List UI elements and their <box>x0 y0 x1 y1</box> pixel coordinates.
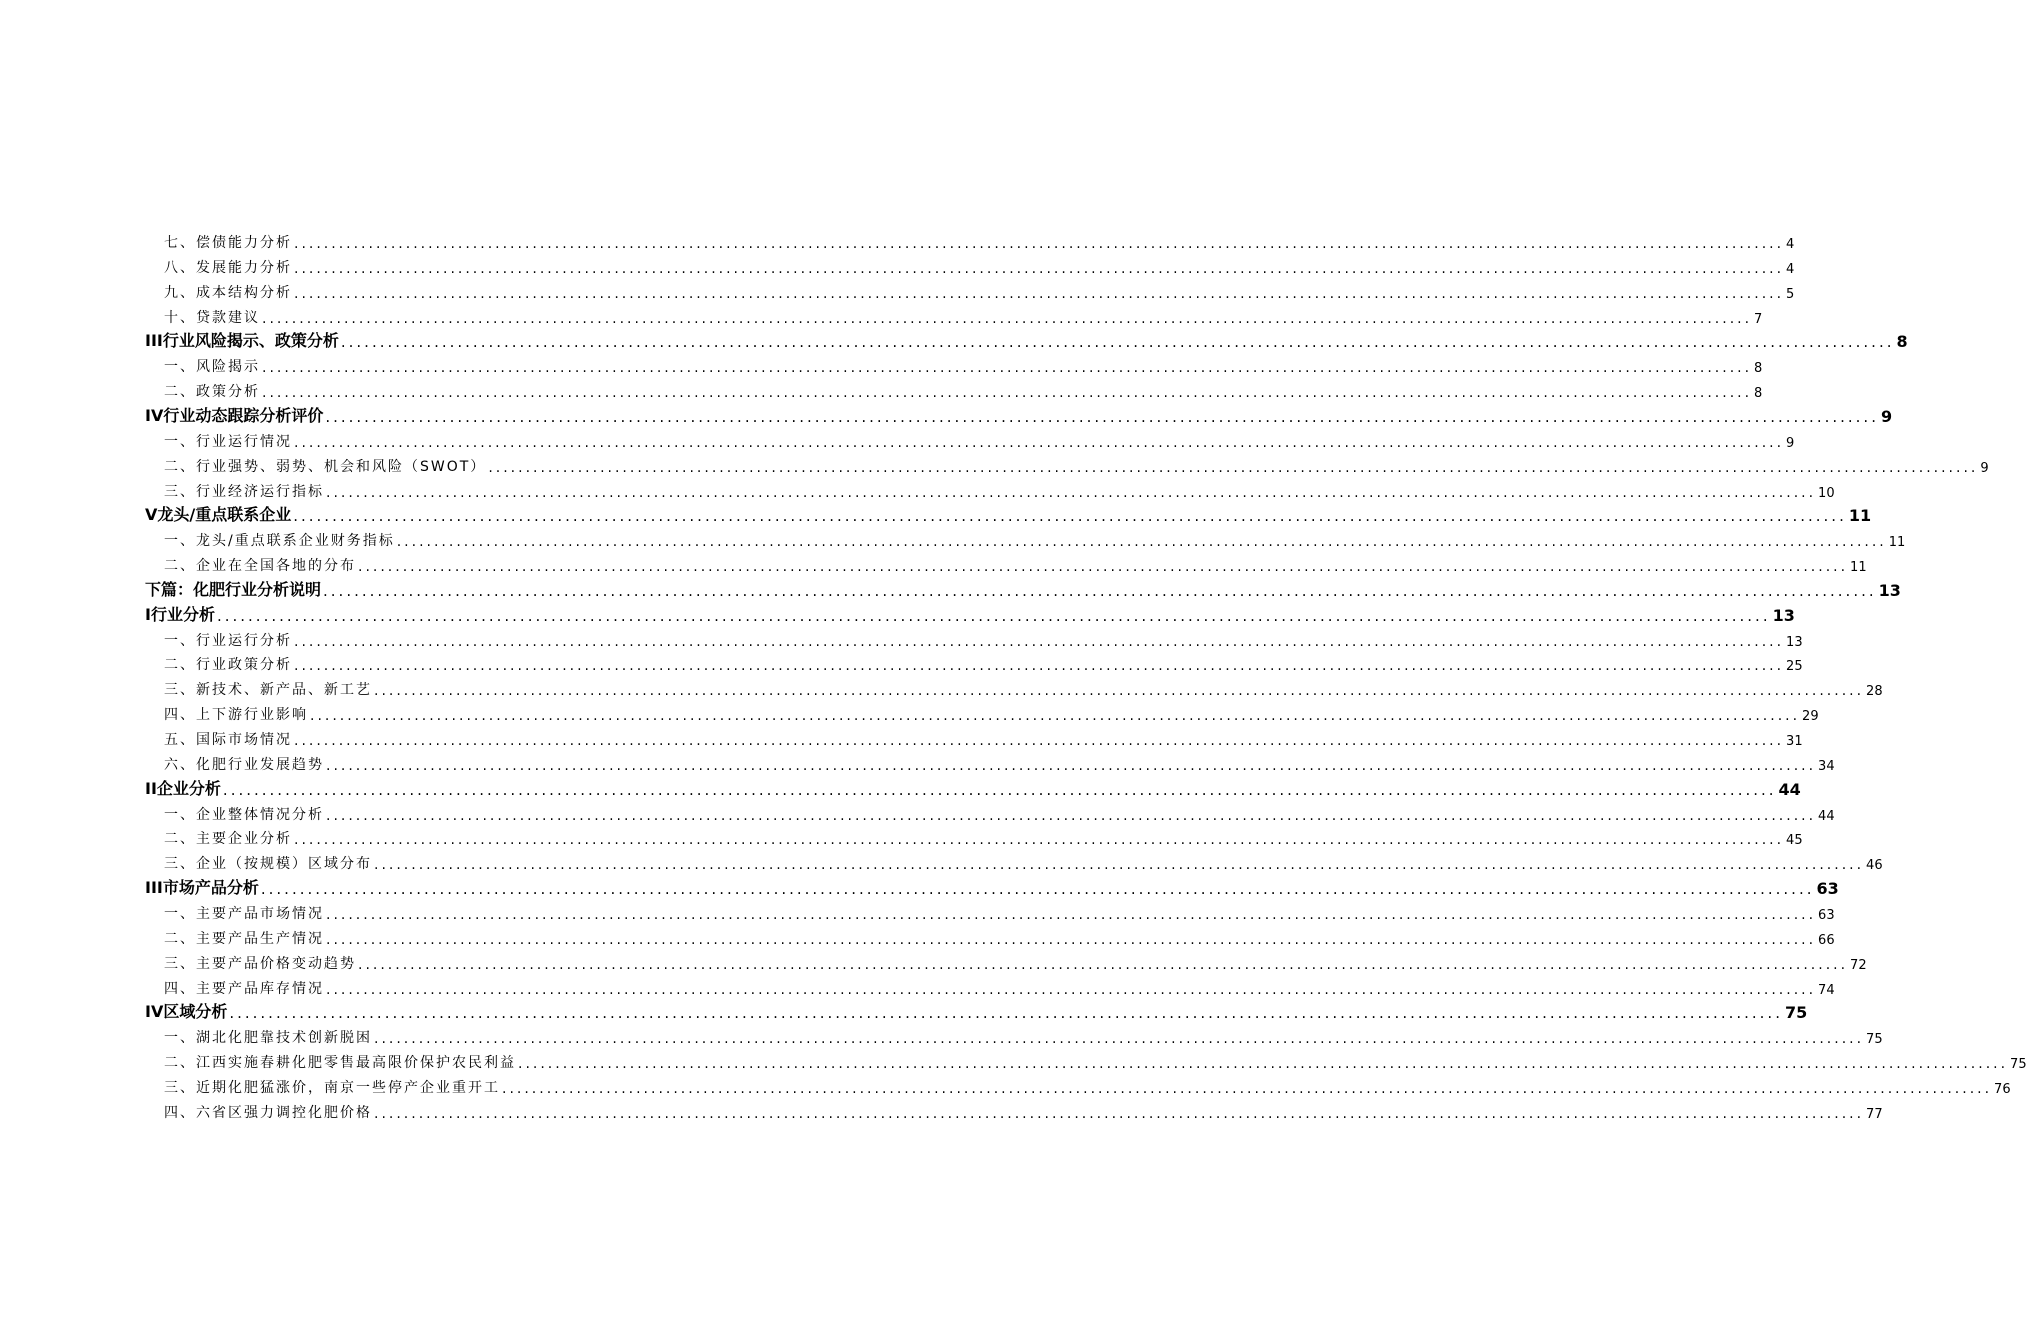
toc-entry-page: 76 <box>1994 1082 2011 1097</box>
toc-entry-title: 九、成本结构分析 <box>164 285 292 301</box>
toc-entry-title: III行业风险揭示、政策分析 <box>145 331 339 350</box>
toc-entry[interactable] <box>164 1048 2027 1072</box>
toc-entry-page: 11 <box>1888 535 1906 550</box>
toc-entry-title: 一、行业运行情况 <box>164 434 292 450</box>
toc-leader-dots: ........................................................................................................................................................................................................ <box>502 1081 1993 1097</box>
toc-entry[interactable] <box>164 526 1906 550</box>
toc-entry-page: 75 <box>1866 1032 1883 1047</box>
toc-entry-title: III市场产品分析 <box>145 878 259 897</box>
toc-entry-page: 74 <box>1818 983 1835 998</box>
toc-heading[interactable] <box>145 327 1908 351</box>
toc-entry-title: 二、行业政策分析 <box>164 657 292 673</box>
toc-entry[interactable] <box>164 750 1835 774</box>
toc-entry-title: 二、政策分析 <box>164 384 260 400</box>
toc-entry-page: 25 <box>1786 659 1803 674</box>
toc-entry-title: 一、行业运行分析 <box>164 633 292 649</box>
toc-entry-title: 三、行业经济运行指标 <box>164 484 324 500</box>
toc-leader-dots: ........................................................................................................................................................................................................ <box>374 1106 1865 1122</box>
toc-entry[interactable] <box>164 1023 1883 1047</box>
toc-entry[interactable] <box>164 899 1835 923</box>
toc-entry[interactable] <box>164 849 1883 873</box>
toc-leader-dots: ........................................................................................................................................................................................................ <box>229 1004 1783 1022</box>
toc-entry-page: 63 <box>1818 908 1835 923</box>
toc-entry-page: 44 <box>1818 809 1835 824</box>
toc-entry-title: 四、六省区强力调控化肥价格 <box>164 1105 372 1121</box>
toc-entry[interactable] <box>164 377 1763 401</box>
toc-leader-dots: ........................................................................................................................................................................................................ <box>222 781 1777 799</box>
toc-entry-page: 34 <box>1818 759 1835 774</box>
toc-leader-dots: ........................................................................................................................................................................................................ <box>358 957 1849 973</box>
toc-entry-title: 下篇：化肥行业分析说明 <box>145 580 322 599</box>
toc-leader-dots: ........................................................................................................................................................................................................ <box>488 460 1979 476</box>
toc-entry-title: 四、上下游行业影响 <box>164 707 308 723</box>
toc-entry-page: 4 <box>1786 262 1795 277</box>
toc-entry-page: 9 <box>1786 436 1795 451</box>
toc-entry[interactable] <box>164 1098 1883 1122</box>
toc-entry-page: 10 <box>1818 486 1835 501</box>
toc-leader-dots: ........................................................................................................................................................................................................ <box>294 733 1785 749</box>
toc-leader-dots: ........................................................................................................................................................................................................ <box>374 857 1865 873</box>
toc-leader-dots: ........................................................................................................................................................................................................ <box>294 236 1785 252</box>
toc-entry-page: 13 <box>1878 581 1901 600</box>
toc-entry[interactable] <box>164 800 1835 824</box>
toc-entry[interactable] <box>164 278 1795 302</box>
toc-entry[interactable] <box>164 1073 2011 1097</box>
toc-heading[interactable] <box>145 998 1808 1022</box>
toc-leader-dots: ........................................................................................................................................................................................................ <box>294 435 1785 451</box>
toc-heading[interactable] <box>145 601 1795 625</box>
toc-leader-dots: ........................................................................................................................................................................................................ <box>374 1031 1865 1047</box>
toc-entry-title: 一、龙头/重点联系企业财务指标 <box>164 533 395 549</box>
toc-entry-title: 三、新技术、新产品、新工艺 <box>164 682 372 698</box>
toc-leader-dots: ........................................................................................................................................................................................................ <box>326 808 1817 824</box>
toc-entry[interactable] <box>164 949 1867 973</box>
toc-entry-title: II企业分析 <box>145 779 221 798</box>
toc-entry[interactable] <box>164 650 1803 674</box>
toc-entry-page: 31 <box>1786 734 1803 749</box>
toc-entry[interactable] <box>164 924 1835 948</box>
toc-entry-title: 一、主要产品市场情况 <box>164 906 324 922</box>
toc-leader-dots: ........................................................................................................................................................................................................ <box>323 582 1877 600</box>
toc-entry[interactable] <box>164 303 1763 327</box>
toc-entry-title: 十、贷款建议 <box>164 310 260 326</box>
toc-entry-title: 一、湖北化肥靠技术创新脱困 <box>164 1030 372 1046</box>
toc-entry-page: 9 <box>1880 407 1893 426</box>
toc-entry-title: 三、近期化肥猛涨价，南京一些停产企业重开工 <box>164 1080 500 1096</box>
toc-entry-page: 8 <box>1754 361 1763 376</box>
toc-entry-title: 二、江西实施春耕化肥零售最高限价保护农民利益 <box>164 1055 516 1071</box>
toc-entry-title: 二、主要企业分析 <box>164 831 292 847</box>
toc-leader-dots: ........................................................................................................................................................................................................ <box>294 634 1785 650</box>
toc-entry-page: 46 <box>1866 858 1883 873</box>
toc-leader-dots: ........................................................................................................................................................................................................ <box>326 982 1817 998</box>
toc-entry-page: 5 <box>1786 287 1795 302</box>
toc-leader-dots: ........................................................................................................................................................................................................ <box>326 758 1817 774</box>
toc-entry-title: 二、主要产品生产情况 <box>164 931 324 947</box>
toc-entry-page: 13 <box>1772 606 1795 625</box>
toc-entry-page: 72 <box>1850 958 1867 973</box>
toc-leader-dots: ........................................................................................................................................................................................................ <box>358 559 1849 575</box>
toc-leader-dots: ........................................................................................................................................................................................................ <box>260 880 1815 898</box>
toc-heading[interactable] <box>145 775 1801 799</box>
toc-leader-dots: ........................................................................................................................................................................................................ <box>374 683 1865 699</box>
toc-entry[interactable] <box>164 675 1883 699</box>
toc-entry[interactable] <box>164 824 1803 848</box>
toc-heading[interactable] <box>145 402 1893 426</box>
toc-entry-title: 二、企业在全国各地的分布 <box>164 558 356 574</box>
toc-entry-title: 八、发展能力分析 <box>164 260 292 276</box>
toc-entry-page: 7 <box>1754 312 1763 327</box>
toc-entry[interactable] <box>164 626 1803 650</box>
toc-entry[interactable] <box>164 477 1835 501</box>
toc-entry[interactable] <box>164 551 1867 575</box>
toc-entry-page: 4 <box>1786 237 1795 252</box>
toc-entry-page: 75 <box>1784 1003 1808 1022</box>
toc-entry-title: IV区域分析 <box>145 1002 228 1021</box>
toc-entry-page: 11 <box>1850 560 1867 575</box>
toc-leader-dots: ........................................................................................................................................................................................................ <box>325 408 1879 426</box>
toc-entry[interactable] <box>164 228 1795 252</box>
toc-entry-title: 三、主要产品价格变动趋势 <box>164 956 356 972</box>
toc-entry-page: 8 <box>1896 332 1908 351</box>
toc-entry[interactable] <box>164 427 1795 451</box>
toc-heading[interactable] <box>145 874 1839 898</box>
toc-leader-dots: ........................................................................................................................................................................................................ <box>262 385 1753 401</box>
toc-entry[interactable] <box>164 253 1795 277</box>
toc-entry[interactable] <box>164 725 1803 749</box>
toc-entry-title: 七、偿债能力分析 <box>164 235 292 251</box>
toc-leader-dots: ........................................................................................................................................................................................................ <box>262 311 1753 327</box>
toc-entry-page: 45 <box>1786 833 1803 848</box>
toc-entry-page: 28 <box>1866 684 1883 699</box>
toc-entry-page: 29 <box>1802 709 1819 724</box>
toc-leader-dots: ........................................................................................................................................................................................................ <box>326 485 1817 501</box>
toc-entry[interactable] <box>164 974 1835 998</box>
toc-entry[interactable] <box>164 452 1989 476</box>
toc-entry-page: 77 <box>1866 1107 1883 1122</box>
toc-entry-title: V龙头/重点联系企业 <box>145 505 292 524</box>
toc-leader-dots: ........................................................................................................................................................................................................ <box>326 907 1817 923</box>
toc-entry-title: 二、行业强势、弱势、机会和风险（SWOT） <box>164 459 487 475</box>
toc-entry[interactable] <box>164 700 1819 724</box>
toc-entry-page: 11 <box>1848 506 1872 525</box>
toc-leader-dots: ........................................................................................................................................................................................................ <box>396 534 1887 550</box>
toc-entry-page: 8 <box>1754 386 1763 401</box>
toc-leader-dots: ........................................................................................................................................................................................................ <box>294 658 1785 674</box>
toc-entry-page: 66 <box>1818 933 1835 948</box>
toc-entry-page: 75 <box>2010 1057 2027 1072</box>
toc-entry-title: I行业分析 <box>145 605 215 624</box>
toc-entry-page: 44 <box>1778 780 1801 799</box>
toc-leader-dots: ........................................................................................................................................................................................................ <box>310 708 1801 724</box>
toc-entry-title: 四、主要产品库存情况 <box>164 981 324 997</box>
toc-entry-title: 六、化肥行业发展趋势 <box>164 757 324 773</box>
toc-entry[interactable] <box>164 352 1763 376</box>
toc-leader-dots: ........................................................................................................................................................................................................ <box>294 832 1785 848</box>
toc-entry-page: 9 <box>1980 461 1989 476</box>
toc-entry-title: IV行业动态跟踪分析评价 <box>145 406 324 425</box>
toc-leader-dots: ........................................................................................................................................................................................................ <box>340 333 1895 351</box>
toc-leader-dots: ........................................................................................................................................................................................................ <box>294 286 1785 302</box>
toc-entry-title: 一、风险揭示 <box>164 359 260 375</box>
toc-entry-page: 13 <box>1786 635 1803 650</box>
toc-entry-title: 五、国际市场情况 <box>164 732 292 748</box>
toc-entry-title: 一、企业整体情况分析 <box>164 807 324 823</box>
toc-leader-dots: ........................................................................................................................................................................................................ <box>216 607 1771 625</box>
toc-leader-dots: ........................................................................................................................................................................................................ <box>326 932 1817 948</box>
toc-entry-title: 三、企业（按规模）区域分布 <box>164 856 372 872</box>
toc-leader-dots: ........................................................................................................................................................................................................ <box>294 261 1785 277</box>
toc-entry-page: 63 <box>1816 879 1839 898</box>
toc-leader-dots: ........................................................................................................................................................................................................ <box>293 507 1847 525</box>
toc-leader-dots: ........................................................................................................................................................................................................ <box>262 360 1753 376</box>
toc-heading[interactable] <box>145 576 1901 600</box>
toc-heading[interactable] <box>145 501 1872 525</box>
toc-leader-dots: ........................................................................................................................................................................................................ <box>518 1056 2009 1072</box>
